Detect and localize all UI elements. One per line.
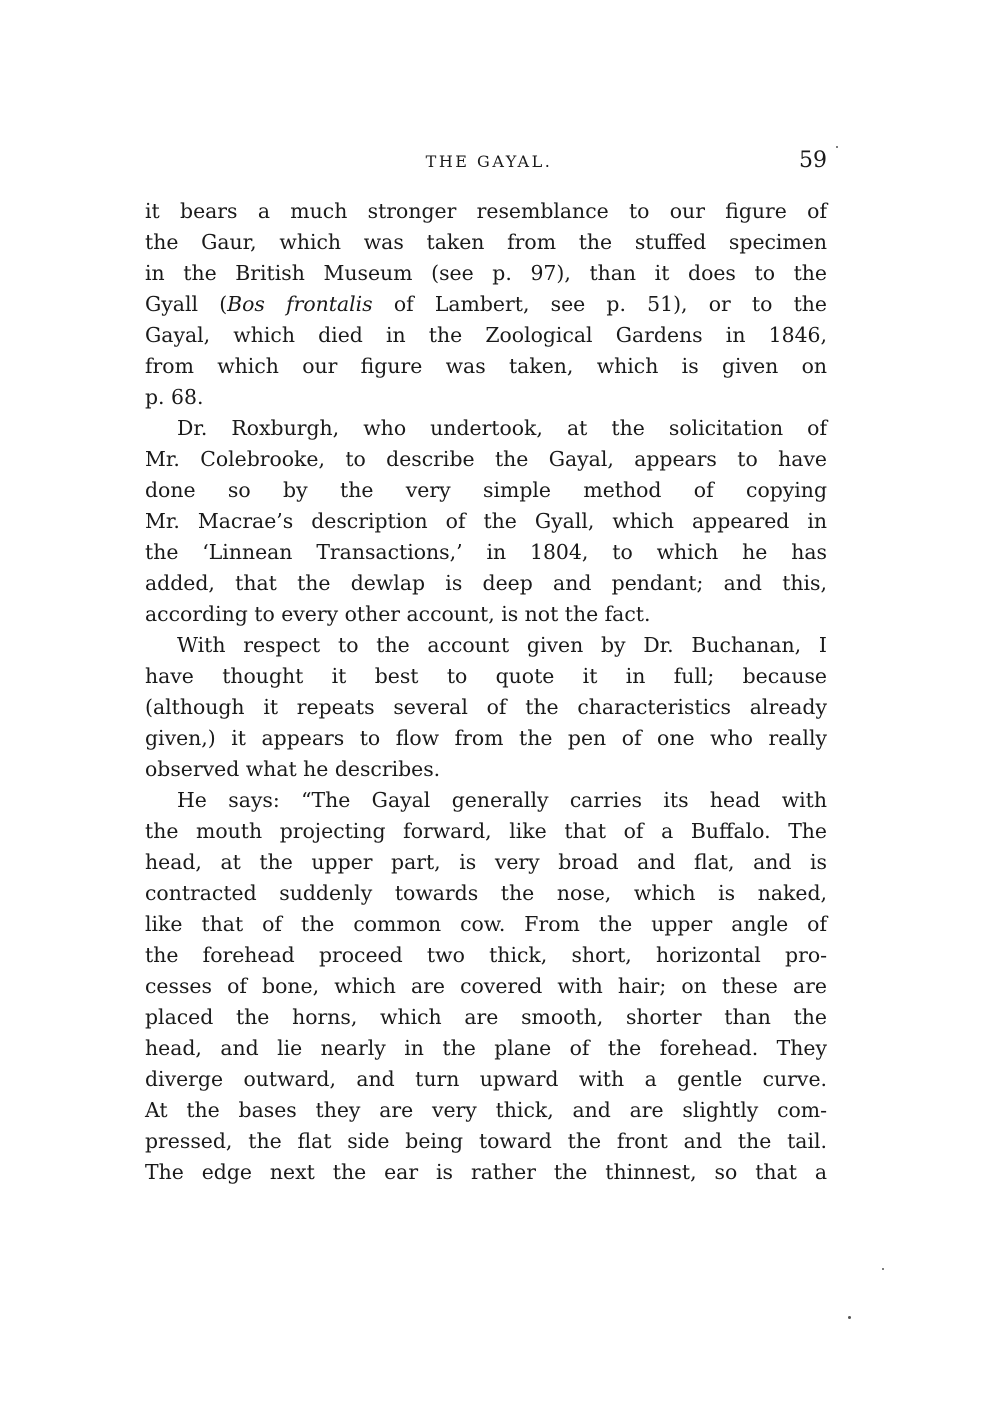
scan-speck bbox=[848, 1316, 851, 1319]
text-line: the mouth projecting forward, like that of a Buffalo. The bbox=[145, 819, 827, 843]
text-line: Mr. Macrae’s description of the Gyall, which appeared in bbox=[145, 509, 827, 533]
text-line: observed what he describes. bbox=[145, 757, 441, 781]
text-line: done so by the very simple method of copying bbox=[145, 478, 827, 502]
page-number: 59 bbox=[799, 148, 827, 173]
text-line: in the British Museum (see p. 97), than it does to the bbox=[145, 261, 827, 285]
text-line: diverge outward, and turn upward with a gentle curve. bbox=[145, 1067, 827, 1091]
text-line: The edge next the ear is rather the thinnest, so that a bbox=[145, 1160, 827, 1184]
text-line: like that of the common cow. From the upper angle of bbox=[145, 912, 827, 936]
text-line: p. 68. bbox=[145, 385, 204, 409]
species-name: Bos frontalis bbox=[227, 292, 373, 316]
text-line: the forehead proceed two thick, short, horizontal pro- bbox=[145, 943, 827, 967]
text-line: At the bases they are very thick, and are slightly com- bbox=[145, 1098, 827, 1122]
text-line: added, that the dewlap is deep and pendant; and this, bbox=[145, 571, 827, 595]
text-line: Dr. Roxburgh, who undertook, at the solicitation of bbox=[177, 416, 827, 440]
text-line: pressed, the flat side being toward the front and the tail. bbox=[145, 1129, 827, 1153]
text-line: He says: “The Gayal generally carries its head with bbox=[177, 788, 827, 812]
text-line: With respect to the account given by Dr. Buchanan, I bbox=[177, 633, 827, 657]
text-line: (although it repeats several of the characteristics already bbox=[145, 695, 827, 719]
text-line: Gyall (Bos frontalis of Lambert, see p. 51), or to the bbox=[145, 292, 827, 316]
text-line: have thought it best to quote it in full; because bbox=[145, 664, 827, 688]
text-line: Gayal, which died in the Zoological Gardens in 1846, bbox=[145, 323, 827, 347]
text-line: the ‘Linnean Transactions,’ in 1804, to which he has bbox=[145, 540, 827, 564]
text-line: given,) it appears to flow from the pen of one who really bbox=[145, 726, 827, 750]
text-line: the Gaur, which was taken from the stuffed specimen bbox=[145, 230, 827, 254]
text-line: from which our figure was taken, which is given on bbox=[145, 354, 827, 378]
text-line: placed the horns, which are smooth, shorter than the bbox=[145, 1005, 827, 1029]
running-head bbox=[145, 148, 827, 178]
running-title: THE GAYAL. bbox=[425, 152, 553, 171]
body-text bbox=[145, 196, 827, 1188]
text-line: cesses of bone, which are covered with hair; on these are bbox=[145, 974, 827, 998]
text-line: it bears a much stronger resemblance to our figure of bbox=[145, 199, 827, 223]
text-line: contracted suddenly towards the nose, which is naked, bbox=[145, 881, 827, 905]
scan-speck bbox=[882, 1268, 884, 1270]
text-line: head, at the upper part, is very broad and flat, and is bbox=[145, 850, 827, 874]
scan-speck bbox=[836, 146, 838, 148]
text-line: according to every other account, is not the fact. bbox=[145, 602, 651, 626]
text-line: head, and lie nearly in the plane of the forehead. They bbox=[145, 1036, 827, 1060]
text-line: Mr. Colebrooke, to describe the Gayal, appears to have bbox=[145, 447, 827, 471]
